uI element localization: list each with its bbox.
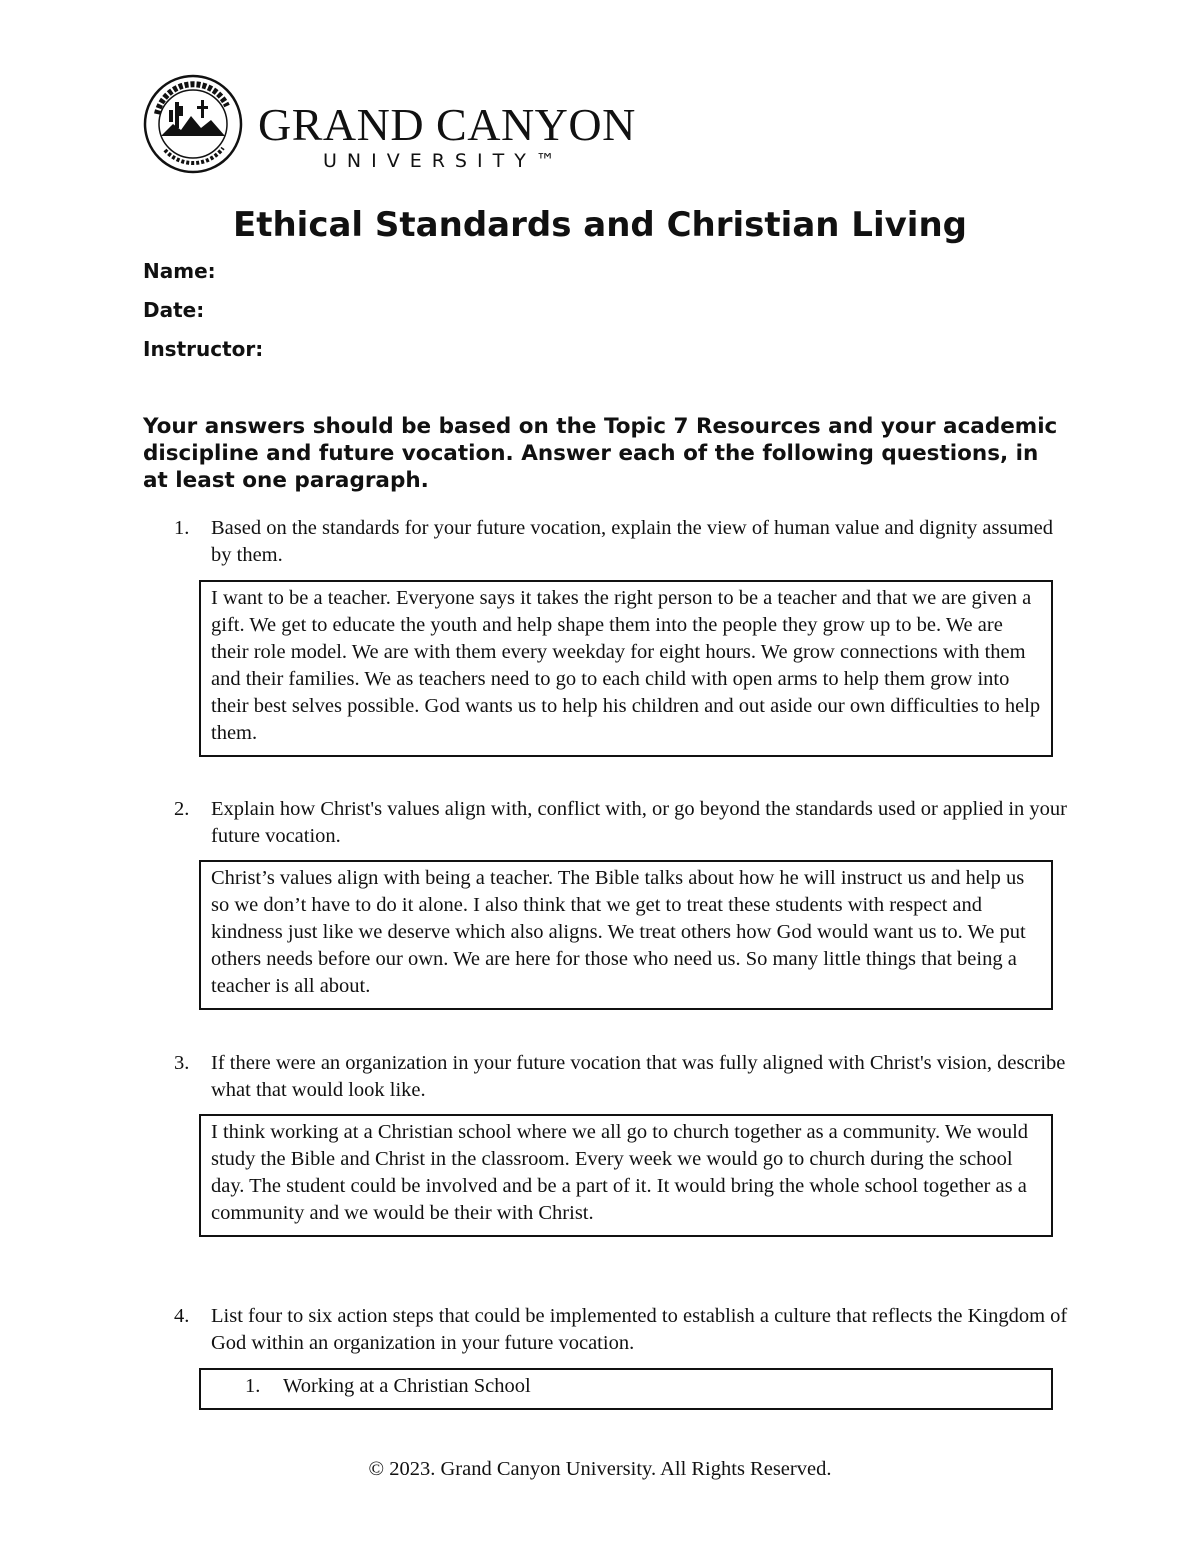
- university-logo: [143, 74, 636, 174]
- date-label: Date:: [143, 298, 205, 322]
- answer-item-number: 1.: [245, 1375, 261, 1397]
- answer-item-text: Working at a Christian School: [283, 1375, 531, 1397]
- answer-box-2[interactable]: Christ’s values align with being a teacher. The Bible talks about how he will instruct us and help us so we don’t have to do it alone. I also think that we get to treat these students with respect and kindness just like we deserve which also aligns. We treat others how God would want us to. We put others needs before our own. We are here for those who need us. So many little things that being a teacher is all about.: [199, 860, 1053, 1010]
- name-label: Name:: [143, 259, 216, 283]
- copyright-footer: © 2023. Grand Canyon University. All Rights Reserved.: [368, 1458, 832, 1480]
- question-number: 3.: [174, 1052, 190, 1074]
- university-seal-icon: [143, 74, 253, 174]
- university-subtitle: UNIVERSITY™: [323, 150, 565, 172]
- question-4: [174, 1303, 1074, 1357]
- question-1: [174, 515, 1074, 569]
- question-2: [174, 796, 1074, 850]
- answer-box-3[interactable]: I think working at a Christian school where we all go to church together as a community. We would study the Bible and Christ in the classroom. Every week we would go to church during the school day. The student could be involved and be a part of it. It would bring the whole school together as a community and we would be their with Christ.: [199, 1114, 1053, 1237]
- instructions: Your answers should be based on the Topic 7 Resources and your academic discipline and future vocation. Answer each of the following questions, in at least one paragraph.: [143, 414, 1058, 493]
- question-3: [174, 1050, 1074, 1104]
- question-number: 2.: [174, 798, 190, 820]
- question-number: 4.: [174, 1305, 190, 1327]
- question-text: Explain how Christ's values align with, conflict with, or go beyond the standards used or applied in your future vocation.: [211, 798, 1068, 847]
- question-text: Based on the standards for your future vocation, explain the view of human value and dignity assumed by them.: [211, 517, 1053, 566]
- instructor-label: Instructor:: [143, 337, 264, 361]
- answer-box-1[interactable]: I want to be a teacher. Everyone says it takes the right person to be a teacher and that we are given a gift. We get to educate the youth and help shape them into the people they grow up to be. We are their role model. We are with them every weekday for eight hours. We grow connections with them and their families. We as teachers need to go to each child with open arms to help them grow into their best selves possible. God wants us to help his children and out aside our own difficulties to help them.: [199, 580, 1053, 757]
- question-text: List four to six action steps that could be implemented to establish a culture that reflects the Kingdom of God within an organization in your future vocation.: [211, 1305, 1068, 1354]
- page-title: Ethical Standards and Christian Living: [233, 205, 967, 245]
- question-text: If there were an organization in your future vocation that was fully aligned with Christ's vision, describe what that would look like.: [211, 1052, 1066, 1101]
- university-name: GRAND CANYON: [258, 99, 636, 150]
- answer-box-4[interactable]: [199, 1368, 1053, 1410]
- question-number: 1.: [174, 517, 190, 539]
